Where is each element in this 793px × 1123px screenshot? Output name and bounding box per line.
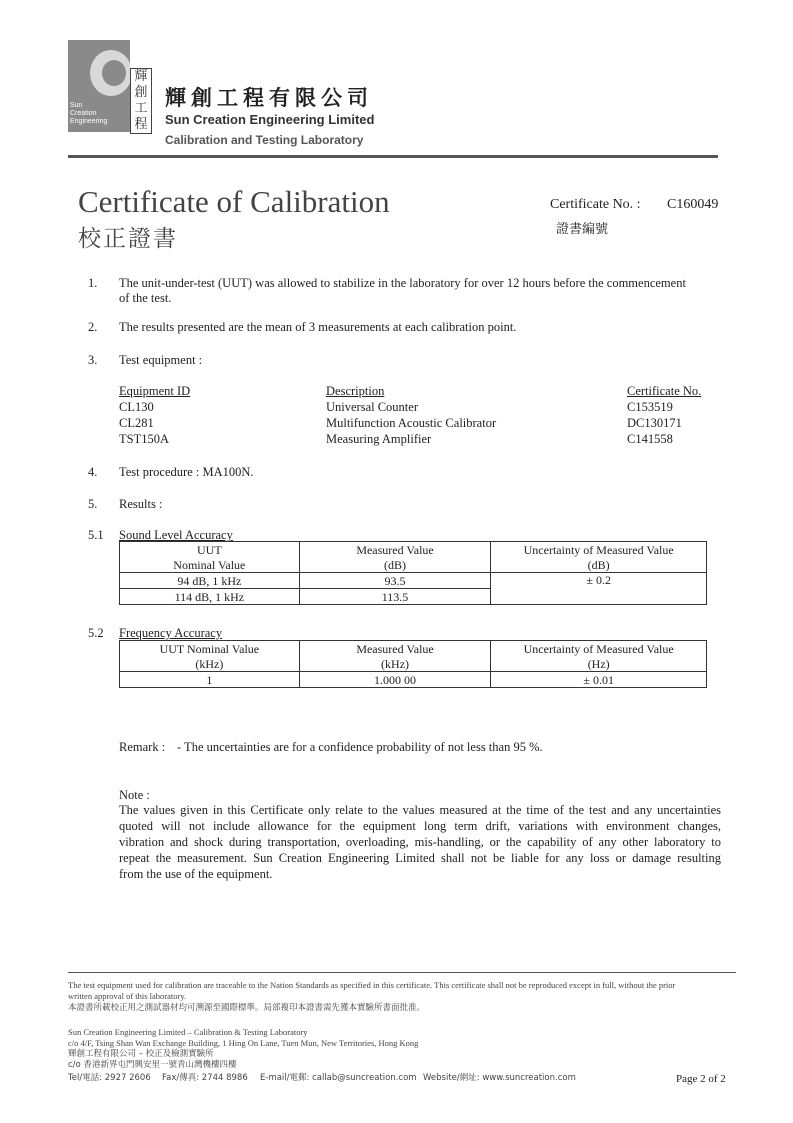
equipment-id: TST150A bbox=[119, 432, 169, 446]
footer-address: c/o 4/F, Tsing Shan Wan Exchange Building, 1 Hing On Lane, Tuen Mun, New Territories, Hong Kong bbox=[68, 1038, 419, 1048]
table-header-cell: Uncertainty of Measured Value bbox=[491, 542, 707, 558]
equipment-id: CL130 bbox=[119, 400, 154, 414]
table-cell: 94 dB, 1 kHz bbox=[120, 573, 300, 589]
item-number: 1. bbox=[88, 276, 98, 290]
item-text: Results : bbox=[119, 497, 163, 511]
item-text: Test equipment : bbox=[119, 353, 203, 367]
logo-text bbox=[70, 102, 107, 126]
sound-level-table bbox=[119, 541, 707, 605]
note-text-line: repeat the measurement. Sun Creation Engineering Limited shall not be liable for any loss or damage resulting bbox=[119, 851, 721, 865]
note-text-line: The values given in this Certificate only relate to the values measured at the time of the test and any uncertainties bbox=[119, 803, 721, 817]
certificate-title-cn: 校正證書 bbox=[78, 226, 178, 252]
section-title: Frequency Accuracy bbox=[119, 626, 223, 640]
item-number: 2. bbox=[88, 320, 98, 334]
footer-email: E-mail/電郵: callab@suncreation.com bbox=[260, 1073, 417, 1083]
table-header-cell: Uncertainty of Measured Value bbox=[491, 641, 707, 657]
traceability-statement-cn: 本證書所載校正用之測試器材均可溯源至國際標準。局部複印本證書需先獲本實驗所書面批准。 bbox=[68, 1003, 426, 1013]
traceability-statement: written approval of this laboratory. bbox=[68, 991, 187, 1001]
equipment-id-header: Equipment ID bbox=[119, 384, 191, 398]
footer-telephone: Tel/電話: 2927 2606 bbox=[68, 1073, 151, 1083]
table-header-cell: (kHz) bbox=[299, 656, 491, 672]
footer-address-cn: c/o 香港新界屯門興安里一號青山灣機樓四樓 bbox=[68, 1060, 237, 1070]
table-cell: 113.5 bbox=[299, 589, 491, 605]
table-cell-empty bbox=[491, 589, 707, 605]
certificate-title: Certificate of Calibration bbox=[78, 184, 390, 219]
equipment-certificate: C141558 bbox=[627, 432, 673, 446]
equipment-certificate: C153519 bbox=[627, 400, 673, 414]
table-header-cell: (kHz) bbox=[120, 656, 300, 672]
company-name-cn: 輝創工程有限公司 bbox=[165, 86, 373, 110]
item-text: The unit-under-test (UUT) was allowed to stabilize in the laboratory for over 12 hours before the commencement bbox=[119, 276, 686, 290]
table-cell: ± 0.01 bbox=[491, 672, 707, 688]
item-number: 5. bbox=[88, 497, 98, 511]
certificate-number-label-cn: 證書編號 bbox=[556, 222, 609, 237]
remark-label: Remark : bbox=[119, 740, 166, 754]
equipment-description: Measuring Amplifier bbox=[326, 432, 432, 446]
certificate-number-value: C160049 bbox=[667, 197, 719, 212]
lab-name: Calibration and Testing Laboratory bbox=[165, 133, 364, 147]
table-cell: 1.000 00 bbox=[299, 672, 491, 688]
equipment-description: Universal Counter bbox=[326, 400, 418, 414]
table-cell: 114 dB, 1 kHz bbox=[120, 589, 300, 605]
footer-address-cn: 輝創工程有限公司 – 校正及檢測實驗所 bbox=[68, 1049, 214, 1059]
table-header-cell: (dB) bbox=[299, 557, 491, 573]
equipment-id: CL281 bbox=[119, 416, 154, 430]
company-name-en: Sun Creation Engineering Limited bbox=[165, 112, 375, 127]
table-cell: 1 bbox=[120, 672, 300, 688]
note-text-line: quoted will not include allowance for the equipment long term drift, variations with environment changes, bbox=[119, 819, 721, 833]
table-header-cell: UUT bbox=[120, 542, 300, 558]
logo-text-line: Engineering bbox=[70, 118, 108, 125]
footer-fax: Fax/傳真: 2744 8986 bbox=[162, 1073, 248, 1083]
certificate-number-label: Certificate No. : bbox=[550, 197, 641, 212]
item-number: 3. bbox=[88, 353, 98, 367]
section-title: Sound Level Accuracy bbox=[119, 528, 233, 542]
table-header-cell: Measured Value bbox=[299, 542, 491, 558]
table-header-cell: (Hz) bbox=[491, 656, 707, 672]
logo-text-line: Creation bbox=[70, 110, 97, 117]
logo-text-line: Sun bbox=[70, 102, 83, 109]
note-label: Note : bbox=[119, 788, 150, 802]
item-text: of the test. bbox=[119, 291, 172, 305]
item-text: Test procedure : MA100N. bbox=[119, 465, 254, 479]
equipment-certificate: DC130171 bbox=[627, 416, 682, 430]
table-cell: 93.5 bbox=[299, 573, 491, 589]
item-number: 4. bbox=[88, 465, 98, 479]
page-number: Page 2 of 2 bbox=[676, 1073, 726, 1085]
company-logo bbox=[68, 40, 130, 132]
item-text: The results presented are the mean of 3 measurements at each calibration point. bbox=[119, 320, 517, 334]
table-cell: ± 0.2 bbox=[491, 573, 707, 589]
footer-address: Sun Creation Engineering Limited – Calibration & Testing Laboratory bbox=[68, 1027, 308, 1037]
note-text-line: from the use of the equipment. bbox=[119, 867, 273, 881]
logo-cjk-strip: 輝 創 工 程 bbox=[130, 68, 152, 134]
table-header-cell: Nominal Value bbox=[120, 557, 300, 573]
traceability-statement: The test equipment used for calibration are traceable to the Nation Standards as specified in this certificate. This certificate shall not be reproduced except in full, without the prior bbox=[68, 980, 676, 990]
equipment-description: Multifunction Acoustic Calibrator bbox=[326, 416, 497, 430]
logo-circle-cutout bbox=[102, 60, 126, 86]
table-header-cell: UUT Nominal Value bbox=[120, 641, 300, 657]
note-text-line: vibration and shock during transportation, overloading, mis-handling, or the capability of any other laboratory to bbox=[119, 835, 721, 849]
header-divider bbox=[68, 155, 718, 158]
section-number: 5.2 bbox=[88, 626, 104, 640]
footer-divider bbox=[68, 972, 736, 973]
equipment-description-header: Description bbox=[326, 384, 385, 398]
table-header-cell: Measured Value bbox=[299, 641, 491, 657]
table-header-cell: (dB) bbox=[491, 557, 707, 573]
frequency-table bbox=[119, 640, 707, 688]
remark-text: - The uncertainties are for a confidence probability of not less than 95 %. bbox=[177, 740, 543, 754]
footer-website: Website/網址: www.suncreation.com bbox=[423, 1073, 576, 1083]
section-number: 5.1 bbox=[88, 528, 104, 542]
equipment-certificate-header: Certificate No. bbox=[627, 384, 702, 398]
